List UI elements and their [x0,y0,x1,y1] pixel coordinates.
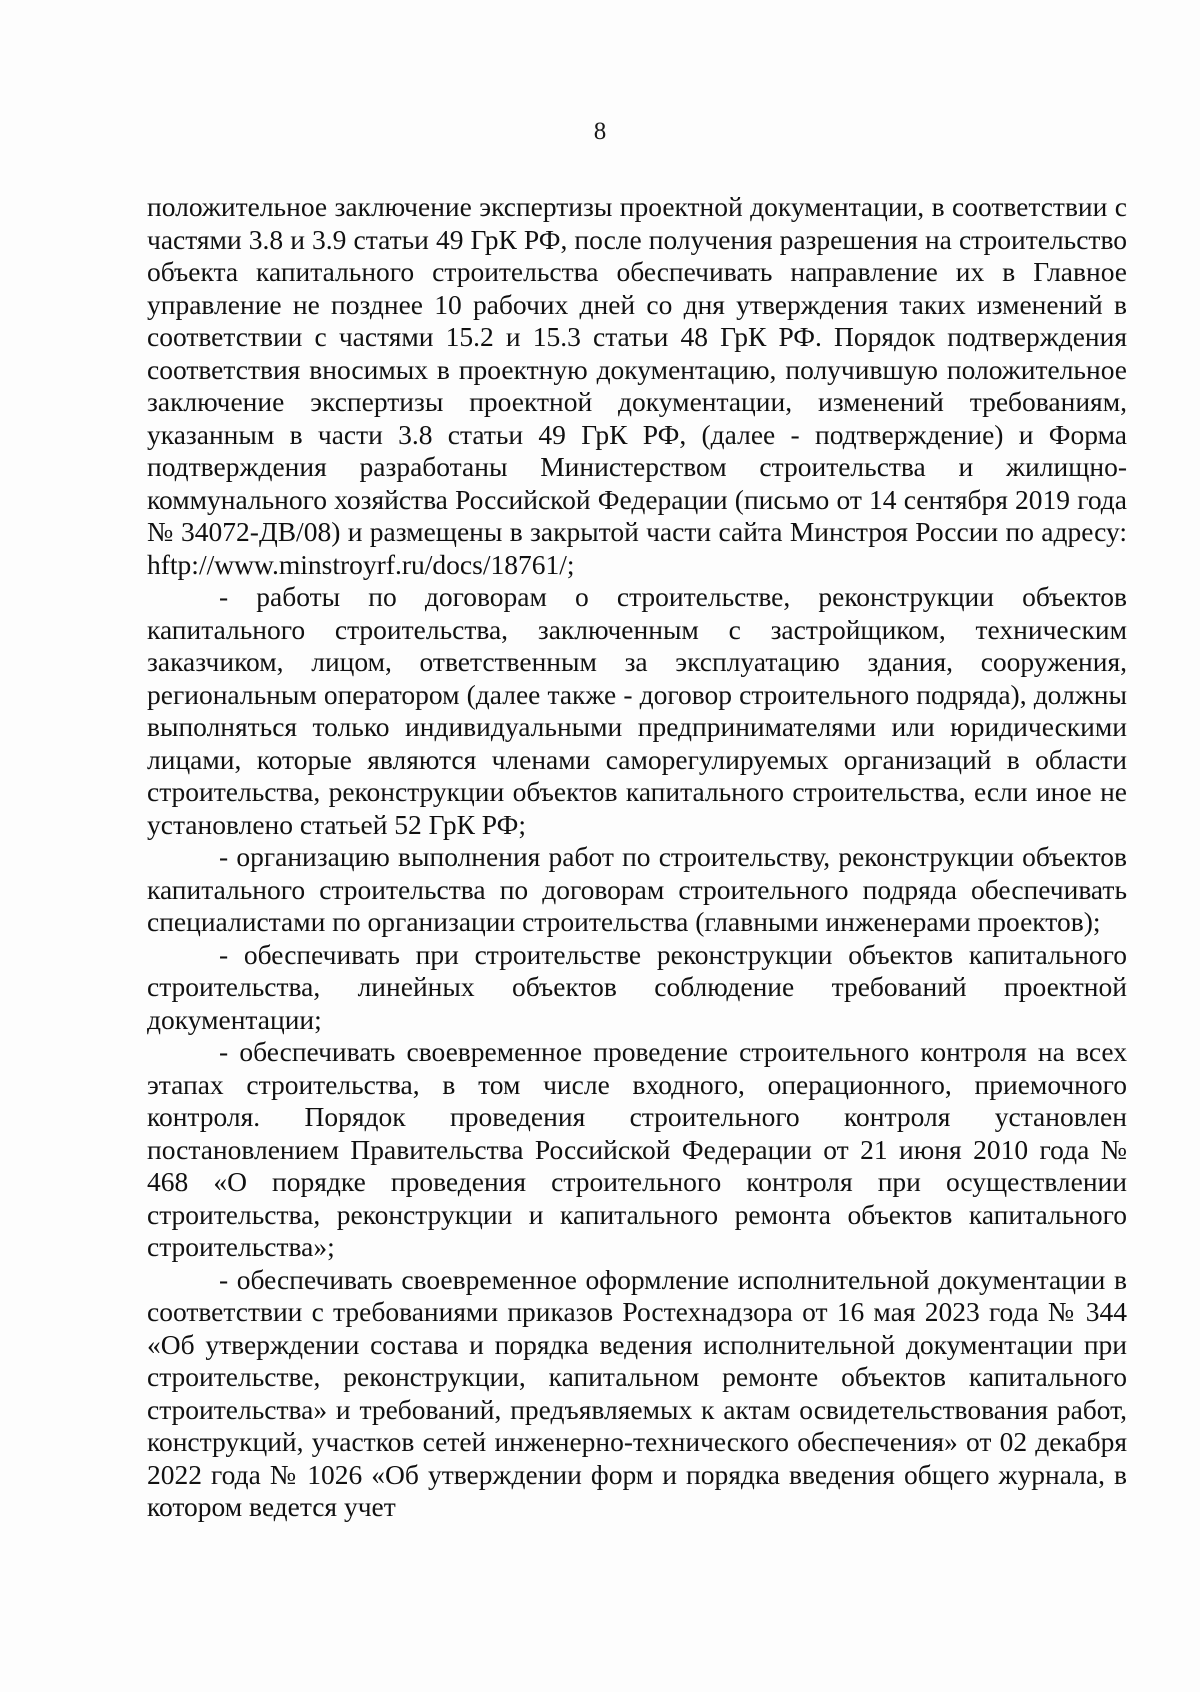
paragraph-executive-documentation: - обеспечивать своевременное оформление исполнительной документации в соответствии с требованиями приказов Ростехнадзора от 16 мая 2023 года № 344 «Об утверждении состава и порядка ведения исполнительной документации при строительстве, реконструкции, капитальном ремонте объектов капитального строительства» и требований, предъявляемых к актам освидетельствования работ, конструкций, участков сетей инженерно-технического обеспечения» от 02 декабря 2022 года № 1026 «Об утверждении форм и порядка введения общего журнала, в котором ведется учет [147,1263,1127,1522]
paragraph-continuation: положительное заключение экспертизы проектной документации, в соответствии с частями 3.8 и 3.9 статьи 49 ГрК РФ, после получения разрешения на строительство объекта капитального строительства обеспечивать направление их в Главное управление не позднее 10 рабочих дней со дня утверждения таких изменений в соответствии с частями 15.2 и 15.3 статьи 48 ГрК РФ. Порядок подтверждения соответствия вносимых в проектную документацию, получившую положительное заключение экспертизы проектной документации, изменений требованиям, указанным в части 3.8 статьи 49 ГрК РФ, (далее - подтверждение) и Форма подтверждения разработаны Министерством строительства и жилищно-коммунального хозяйства Российской Федерации (письмо от 14 сентября 2019 года № 34072-ДВ/08) и размещены в закрытой части сайта Минстроя России по адресу: hftp://www.minstroyrf.ru/docs/18761/; [147,191,1127,580]
paragraph-design-compliance: - обеспечивать при строительстве реконструкции объектов капитального строительства, линейных объектов соблюдение требований проектной документации; [147,938,1127,1035]
paragraph-construction-control: - обеспечивать своевременное проведение строительного контроля на всех этапах строительства, в том числе входного, операционного, приемочного контроля. Порядок проведения строительного контроля установлен постановлением Правительства Российской Федерации от 21 июня 2010 года № 468 «О порядке проведения строительного контроля при осуществлении строительства, реконструкции и капитального ремонта объектов капитального строительства»; [147,1036,1127,1262]
paragraph-contract-works: - работы по договорам о строительстве, реконструкции объектов капитального строительства, заключенным с застройщиком, техническим заказчиком, лицом, ответственным за эксплуатацию здания, сооружения, региональным оператором (далее также - договор строительного подряда), должны выполняться только индивидуальными предпринимателями или юридическими лицами, которые являются членами саморегулируемых организаций в области строительства, реконструкции объектов капитального строительства, если иное не установлено статьей 52 ГрК РФ; [147,581,1127,840]
paragraph-organization-of-works: - организацию выполнения работ по строительству, реконструкции объектов капитального строительства по договорам строительного подряда обеспечивать специалистами по организации строительства (главными инженерами проектов); [147,841,1127,937]
page-number: 8 [593,118,607,145]
document-body [147,191,1127,1524]
